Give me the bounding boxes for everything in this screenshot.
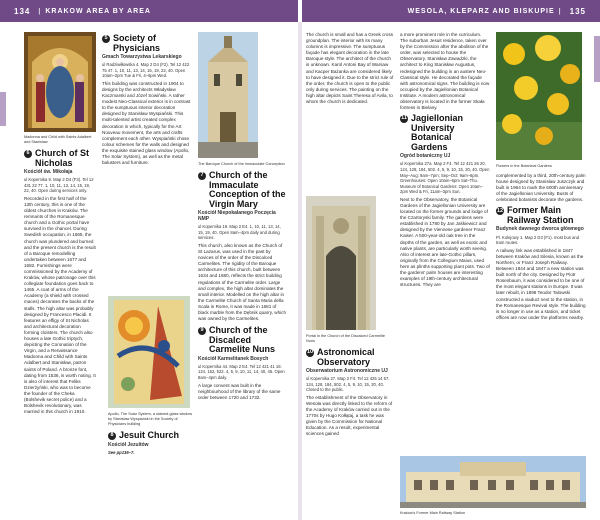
entry-subtitle: Kościół św. Mikołaja: [24, 169, 73, 175]
botanical-flowers-image: [496, 32, 582, 160]
right-page-header: WESOLA, KLEPARZ AND BISKUPIE | 135: [302, 0, 600, 22]
entry-subtitle: Kościół Jezuitów: [108, 441, 149, 448]
entry-info: ul Kopernika 19. Map 2 E4. 1, 10, 11, 13, 14, 15, 19, 40. Open 8am–4pm daily and during services.: [198, 224, 281, 241]
entry-title-botanical-gardens: 11 Jagiellonian University Botanical Gardens: [401, 113, 464, 152]
entry-number-badge: 12: [496, 207, 504, 214]
carmelite-portal-image: [306, 196, 376, 330]
baroque-church-image: [198, 32, 258, 158]
entry-body: Next to the Observatory, the Botanical Gardens of the Jagiellonian University are located on the former grounds and lodge of the Czartoryski family. The gardens were established in 1780 by Jan Jaśkiewicz and designed by the Viennese gardener Franz Kaiser. A 500-year-old oak tree in the depths of the garden, as well as exotic and native plants, are particularly worth seeing. Also of interest are late-Gothic pillars, originally from the Collegium Maius, used here as plinths supporting plant pots. Two of the gardens' palm houses are interesting examples of 19th-century architectural structures. They are: [400, 196, 490, 288]
entry-body: A railway link was established in 1847 between Kraków and Silesia, known as the Northern, or Franz Joseph Railway. Between 1844 and 1847 a new station was built north of the city. Designed by Piotr Rosenbaum, it was considered to be one of the most elegant stations in Europe. It was later rebuilt, in 1898 Teodor Talowski constructed a viaduct next to the station, in the Romanesque Revival style. The building is no longer in use as a station, and ticket offices are now under the platforms nearby.: [496, 247, 586, 320]
railway-station-image: [400, 456, 586, 508]
entry-info: ul Kopernika 9. Map 2 D4 (F3). Tel 12 431 22 77. 1, 10, 11, 13, 14, 15, 19, 22, 40. Open during services only.: [24, 177, 94, 194]
column-4-top: [306, 32, 394, 192]
madonna-caption: Madonna and Child with Saints Adalbert and Stanislaw: [24, 135, 92, 144]
entry-info: Pl. Kolejowy 1. Map 2 D3 (F1). most bus and tram routes.: [496, 234, 580, 246]
entry-subtitle: Ogród botaniczny UJ: [400, 153, 451, 160]
column-4-bottom: [306, 332, 394, 520]
left-page-header: 134 | KRAKOW AREA BY AREA: [0, 0, 298, 22]
baroque-caption: The Baroque Church of the Immaculate Conception: [198, 162, 285, 166]
entry-title-st-nicholas: 6 Church of St Nicholas: [24, 149, 96, 168]
entry-subtitle: Budynek dawnego dworca głównego: [496, 226, 584, 233]
entry-title-discalced-carmelite-nuns: 9 Church of the Discalced Carmelite Nuns: [198, 326, 286, 355]
page-gutter: [298, 22, 302, 520]
right-thumb-tab: [594, 36, 600, 82]
entry-title-astronomical-observatory: 10 Astronomical Observatory: [306, 347, 375, 367]
entry-number-badge: 9: [198, 327, 206, 335]
flowers-caption: Flowers in the Botanical Gardens: [496, 164, 552, 168]
portal-caption: Portal in the Church of the Discalced Carmelite Nuns: [306, 334, 385, 343]
entry-title-immaculate-conception: 7 Church of the Immaculate Conception of the Virgin Mary: [198, 171, 286, 209]
left-header-title: KRAKOW AREA BY AREA: [45, 7, 151, 15]
right-page-number: 135: [569, 6, 586, 16]
entry-title-society-of-physicians: 5 Society of Physicians: [102, 34, 192, 53]
entry-subtitle: Gmach Towarzystwa Lekarskiego: [102, 54, 182, 60]
entry-subtitle: Kościół Karmelitanek Bosych: [198, 355, 269, 362]
entry-body: complemented by a third, 20th-century palm house designed by Stanisław Juszczyk and built in 1964 to mark the 600th anniversary of the Jagiellonian University. Busts of celebrated botanists decorate the gardens.: [496, 173, 586, 203]
entry-body: The church is small and has a Greek cross groundplan. The interior with its many columns is impressive. The sumptuous façade has elegant decoration in the late Baroque style. The architect of the church is unknown. Karol Antoni Bay of Warsaw and Kacper Bażanka are considered likely to have designed it. Due to the strict rule of the order, the church is open to the public only during services. The painting on the high altar depicts Saint Theresa of Avila, to whom the church is dedicated.: [306, 32, 394, 105]
right-header-title: WESOLA, KLEPARZ AND BISKUPIE: [407, 7, 555, 15]
entry-number-badge: 7: [198, 172, 206, 180]
entry-number-badge: 5: [102, 35, 110, 43]
madonna-painting-image: [24, 32, 96, 132]
entry-body: The establishment of the Observatory in Wesoła was directly linked to the reform of the Academy of Kraków carried out in the 1770s by Hugo Kołłątaj, a task he was given by the Commission for National Education. As a result, experimental sciences gained: [306, 394, 393, 437]
column-5: [400, 32, 490, 452]
entry-subtitle: Kościół Niepokalanego Poczęcia NMP: [198, 210, 276, 223]
column-6: [496, 162, 586, 452]
see-reference: See pp136–7.: [108, 449, 135, 455]
entry-body: Recorded in the first half of the 13th century, this is one of the oldest churches in Kraków. The remnants of the Romanesque church and a Gothic portal have survived in the chancel. During Swedish occupation, in 1665, the church was plundered and burned and the present church is the result of a Baroque remodelling undertaken between 1677 and 1682. Furnishings were commissioned by the Academy of Kraków, whose patronage over this collegiate foundation goes back to 1465. A coat of arms of the Academy (a shield with crossed maces) decorates the backs of the stalls. The high altar was probably designed by Francesco Placidi. It features an effigy of St Nicholas and architectural decoration forming cloisters. The church also houses a late Gothic triptych, depicting the Coronation of the Virgin, and a Renaissance Madonna and Child with Saints Adalbert and Stanisław, patron saints of Poland. A bronze font, dating from 1536, is worth noting. It is also of interest that Feliks Dzierżyński, who was to become the founder of the Cheka (Bolshevik secret police) and a Bolshevik revolutionary, was married in this church in 1910.: [24, 195, 96, 415]
column-2-bottom: [108, 410, 194, 518]
entry-body: This church, also known as the Church of St Lazarus, was used in the past by novices of the order of the Discalced Carmelites. The rigidity of the Baroque architecture of this church, built between 1634 and 1680, reflects the strict building regulations of the Carmelite order. Large and complex, the high altar dominates the small interior. Modelled on the high altar in the Carmelite Church of Santa Maria della Scala in Rome, it was made in 1681 of black marble from the Dębnik quarry, which was owned by the Carmelites.: [198, 242, 286, 322]
column-2-top: [102, 32, 192, 332]
entry-info: ul Kopernika 44. Map 2 E4. Tel 12 421 41 18. 124, 152, 522. 4, 5, 9, 10, 11, 14, 40, 45. Open 8am–4pm daily.: [198, 363, 285, 380]
column-1: [24, 133, 96, 518]
entry-subtitle: Obserwatorium Astronomiczne UJ: [306, 368, 388, 374]
column-3: [198, 160, 286, 520]
entry-number-badge: 6: [24, 150, 32, 158]
entry-body: This building was constructed in 1904 to designs by the architects Władysław Kaczmarski and Józef Sowiński. A rather modest Neo-Classical exterior is in contrast to the sumptuous interior decoration designed by Stanisław Wyspiański. This multi-talented artist created complex decoration in which, typically for the Art Nouveau movement, the arts and crafts complement each other. Wyspiański chose colour schemes for the walls and designed the exquisite stained glass window (Apollo, The Solar System), as well as the metal balusters and furniture.: [102, 80, 191, 166]
entry-info: ul Kopernika 27a. Map 2 F4. Tel 12 421 26 20. 124, 128, 184, 502. 4, 5, 9, 10, 15, 20, 40. Open May–Aug: 9am–7pm; Sep–Oct: 9am–6pm. Greenhouses: Open 10am–6pm Sat–Thu. Museum of Botanical Gardens: Open 10am–2pm Wed & Fri, 11am–3pm Sun.: [400, 161, 490, 195]
entry-number-badge: 8: [108, 432, 116, 440]
station-caption: Krakow's Former Main Railway Station: [400, 511, 466, 515]
entry-number-badge: 10: [306, 349, 314, 356]
entry-title-jesuit-church: 8 Jesuit Church: [108, 431, 194, 441]
entry-number-badge: 11: [401, 115, 407, 122]
entry-info: ul Radziwiłłowska 4. Map 2 D4 (F2). Tel 12 422 75 47. 1, 10, 11, 13, 14, 15, 19, 22, 40. Open 10am–2pm Tue & Fri, 4–6pm Wed.: [102, 62, 190, 79]
left-page-number: 134: [14, 6, 31, 16]
stained-glass-image: [108, 296, 190, 408]
stained-glass-caption: Apollo, The Solar System, a stained-glass window by Stanislaw Wyspianski in the Society of Physicians building: [108, 412, 193, 426]
entry-body: a more prominent role in the curriculum. The suburban Jesuit residence, taken over by the Commission after the abolition of the order, was selected to house the Observatory. Stanisław Zawadzki, the architect to King Stanisław Augustus, redesigned the building in an austere Neo-Classical style. He decorated the façade with astronomical signs. The building is now occupied by the Jagiellonian Botanical Institute. A modern astronomical observatory is located in the former Skała fortress in Bielany.: [400, 32, 490, 111]
entry-body: A large convent was built in the neighbourhood of the library of the same order between 1720 and 1732.: [198, 382, 281, 400]
entry-info: ul Kopernika 27. Map 2 F4. Tel 12 425 14 57. 124, 128, 184, 502. 4, 5, 9, 10, 15, 20, 40. Closed to the public.: [306, 376, 390, 393]
left-thumb-tab: [0, 92, 6, 126]
entry-title-former-railway-station: 12 Former Main Railway Station: [496, 205, 574, 225]
